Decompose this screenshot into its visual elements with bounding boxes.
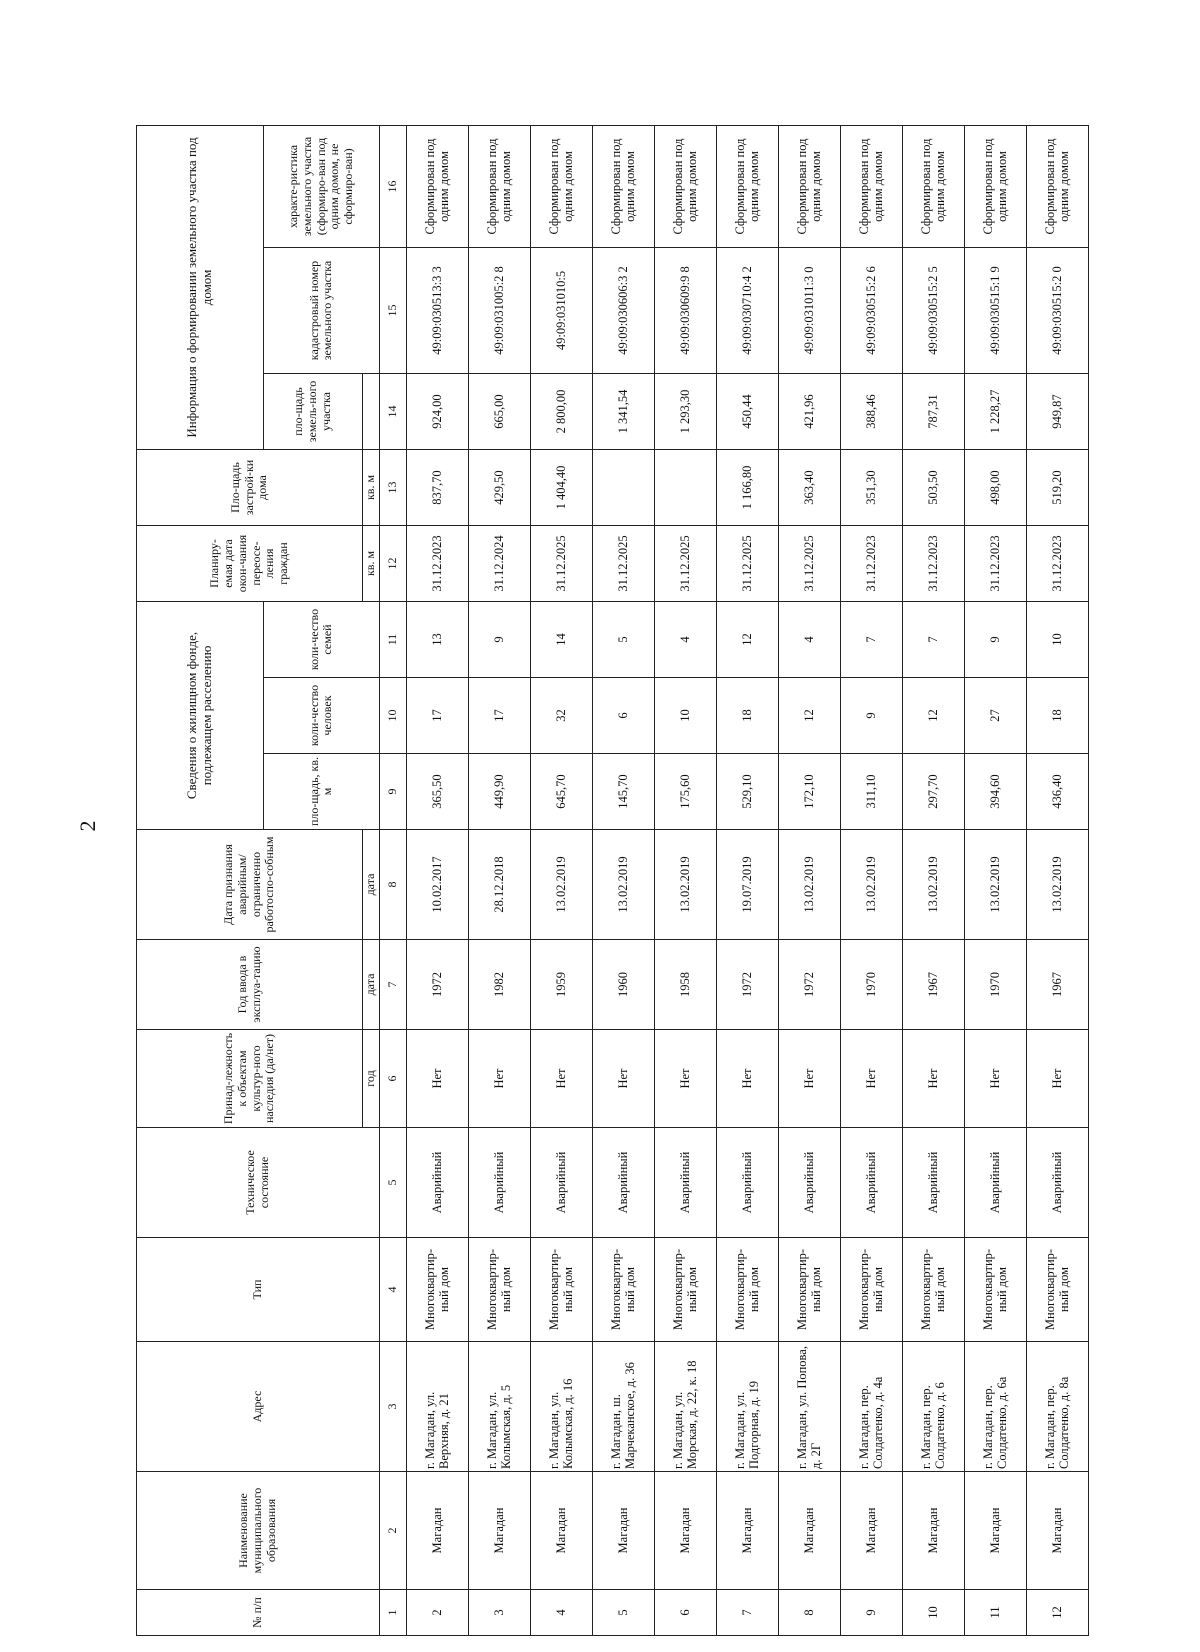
cell-built-area: 351,30 [840, 450, 902, 526]
cell-municipality: Магадан [654, 1472, 716, 1590]
cell-type: Многоквартир-ный дом [592, 1238, 654, 1342]
header-date-plan: Планиру-емая дата окон-чания переосе-ления граждан [137, 526, 363, 602]
cell-land-char: Сформирован под одним домом [778, 125, 840, 247]
cell-families: 13 [406, 602, 468, 678]
cell-address: г. Магадан, ул. Колымская, д. 16 [530, 1342, 592, 1472]
cell-municipality: Магадан [902, 1472, 964, 1590]
cell-year: 1958 [654, 940, 716, 1030]
col-number: 6 [379, 1030, 406, 1128]
cell-land-char: Сформирован под одним домом [964, 125, 1026, 247]
table-row [654, 125, 716, 1635]
cell-date-plan: 31.12.2025 [530, 526, 592, 602]
cell-year: 1982 [468, 940, 530, 1030]
header-land-group: Информация о формировании земельного участка под домом [137, 125, 264, 449]
cell-land-char: Сформирован под одним домом [716, 125, 778, 247]
cell-no: 7 [716, 1590, 778, 1636]
cell-area: 175,60 [654, 754, 716, 830]
col-number: 15 [379, 248, 406, 374]
cell-no: 5 [592, 1590, 654, 1636]
cell-built-area: 363,40 [778, 450, 840, 526]
cell-date-plan: 31.12.2023 [406, 526, 468, 602]
col-number: 12 [379, 526, 406, 602]
cell-land-area: 787,31 [902, 374, 964, 450]
cell-land-area: 1 341,54 [592, 374, 654, 450]
unit-built-area: кв. м [363, 526, 380, 602]
cell-municipality: Магадан [840, 1472, 902, 1590]
cell-year: 1972 [716, 940, 778, 1030]
cell-address: г. Магадан, ул. Колымская, д. 5 [468, 1342, 530, 1472]
header-no: № п/п [137, 1590, 380, 1636]
cell-tech-state: Аварийный [964, 1128, 1026, 1238]
cell-municipality: Магадан [778, 1472, 840, 1590]
cell-address: г. Магадан, пер. Солдатенко, д. 8а [1026, 1342, 1088, 1472]
cell-address: г. Магадан, пер. Солдатенко, д. 6 [902, 1342, 964, 1472]
table-row [592, 125, 654, 1635]
cell-municipality: Магадан [592, 1472, 654, 1590]
cell-cadastral: 49:09:030609:9 8 [654, 248, 716, 374]
cell-people: 10 [654, 678, 716, 754]
cell-cadastral: 49:09:031011:3 0 [778, 248, 840, 374]
cell-no: 2 [406, 1590, 468, 1636]
cell-no: 3 [468, 1590, 530, 1636]
cell-cadastral: 49:09:030515:2 6 [840, 248, 902, 374]
cell-heritage: Нет [778, 1030, 840, 1128]
cell-cadastral: 49:09:030515:2 0 [1026, 248, 1088, 374]
cell-area: 436,40 [1026, 754, 1088, 830]
cell-people: 18 [716, 678, 778, 754]
table-row [468, 125, 530, 1635]
cell-land-char: Сформирован под одним домом [468, 125, 530, 247]
col-number: 14 [379, 374, 406, 450]
cell-heritage: Нет [654, 1030, 716, 1128]
col-number: 8 [379, 830, 406, 940]
cell-date-plan: 31.12.2024 [468, 526, 530, 602]
cell-no: 10 [902, 1590, 964, 1636]
col-number: 2 [379, 1472, 406, 1590]
cell-heritage: Нет [964, 1030, 1026, 1128]
cell-no: 12 [1026, 1590, 1088, 1636]
cell-families: 9 [964, 602, 1026, 678]
cell-date-plan: 31.12.2025 [592, 526, 654, 602]
cell-address: г. Магадан, ул. Морская, д. 22, к. 18 [654, 1342, 716, 1472]
cell-tech-state: Аварийный [778, 1128, 840, 1238]
cell-year: 1967 [902, 940, 964, 1030]
unit-date-plan: дата [363, 830, 380, 940]
cell-address: г. Магадан, ул. Попова, д. 2Г [778, 1342, 840, 1472]
cell-area: 297,70 [902, 754, 964, 830]
header-people: коли-чество человек [264, 678, 380, 754]
cell-type: Многоквартир-ный дом [406, 1238, 468, 1342]
cell-municipality: Магадан [530, 1472, 592, 1590]
cell-cadastral: 49:09:030513:3 3 [406, 248, 468, 374]
table-row [840, 125, 902, 1635]
cell-people: 17 [468, 678, 530, 754]
cell-heritage: Нет [716, 1030, 778, 1128]
table-row [964, 125, 1026, 1635]
cell-heritage: Нет [592, 1030, 654, 1128]
table-body [137, 125, 1089, 1635]
cell-people: 18 [1026, 678, 1088, 754]
cell-date-emergency: 13.02.2019 [840, 830, 902, 940]
cell-tech-state: Аварийный [1026, 1128, 1088, 1238]
cell-type: Многоквартир-ный дом [778, 1238, 840, 1342]
cell-built-area: 503,50 [902, 450, 964, 526]
cell-no: 8 [778, 1590, 840, 1636]
unit-date-emergency: дата [363, 940, 380, 1030]
header-type: Тип [137, 1238, 380, 1342]
cell-type: Многоквартир-ный дом [716, 1238, 778, 1342]
header-families: коли-чество семей [264, 602, 380, 678]
cell-land-area: 949,87 [1026, 374, 1088, 450]
cell-heritage: Нет [406, 1030, 468, 1128]
col-number: 1 [379, 1590, 406, 1636]
cell-heritage: Нет [1026, 1030, 1088, 1128]
cell-date-plan: 31.12.2023 [964, 526, 1026, 602]
cell-built-area: 1 166,80 [716, 450, 778, 526]
col-number: 3 [379, 1342, 406, 1472]
cell-area: 311,10 [840, 754, 902, 830]
header-built-area: Пло-щадь застрой-ки дома [137, 450, 363, 526]
col-number: 11 [379, 602, 406, 678]
cell-date-emergency: 13.02.2019 [530, 830, 592, 940]
cell-date-emergency: 13.02.2019 [902, 830, 964, 940]
column-number-row [379, 125, 406, 1635]
col-number: 5 [379, 1128, 406, 1238]
table-row [530, 125, 592, 1635]
cell-land-char: Сформирован под одним домом [902, 125, 964, 247]
cell-type: Многоквартир-ный дом [1026, 1238, 1088, 1342]
cell-type: Многоквартир-ный дом [902, 1238, 964, 1342]
cell-year: 1960 [592, 940, 654, 1030]
cell-land-area: 421,96 [778, 374, 840, 450]
header-municipality: Наименование муниципального образования [137, 1472, 380, 1590]
header-land-area: пло-щадь земель-ного участка [264, 374, 363, 450]
cell-tech-state: Аварийный [406, 1128, 468, 1238]
col-number: 13 [379, 450, 406, 526]
cell-date-emergency: 13.02.2019 [778, 830, 840, 940]
cell-year: 1967 [1026, 940, 1088, 1030]
cell-area: 645,70 [530, 754, 592, 830]
cell-area: 172,10 [778, 754, 840, 830]
cell-built-area: 429,50 [468, 450, 530, 526]
cell-heritage: Нет [530, 1030, 592, 1128]
cell-date-plan: 31.12.2025 [716, 526, 778, 602]
unit-land-area: кв. м [363, 450, 380, 526]
cell-municipality: Магадан [1026, 1472, 1088, 1590]
table-row [1026, 125, 1088, 1635]
cell-tech-state: Аварийный [902, 1128, 964, 1238]
cell-type: Многоквартир-ный дом [964, 1238, 1026, 1342]
cell-tech-state: Аварийный [468, 1128, 530, 1238]
cell-date-plan: 31.12.2025 [778, 526, 840, 602]
cell-date-emergency: 13.02.2019 [964, 830, 1026, 940]
cell-families: 9 [468, 602, 530, 678]
cell-built-area: 519,20 [1026, 450, 1088, 526]
cell-no: 9 [840, 1590, 902, 1636]
cell-year: 1970 [964, 940, 1026, 1030]
cell-no: 4 [530, 1590, 592, 1636]
cell-area: 145,70 [592, 754, 654, 830]
rotated-page [136, 126, 1178, 1636]
cell-address: г. Магадан, ш. Марчеканское, д. 36 [592, 1342, 654, 1472]
cell-date-emergency: 10.02.2017 [406, 830, 468, 940]
cell-built-area [654, 450, 716, 526]
cell-no: 11 [964, 1590, 1026, 1636]
table-row [902, 125, 964, 1635]
cell-year: 1972 [778, 940, 840, 1030]
cell-address: г. Магадан, пер. Солдатенко, д. 4а [840, 1342, 902, 1472]
cell-land-char: Сформирован под одним домом [592, 125, 654, 247]
cell-land-char: Сформирован под одним домом [654, 125, 716, 247]
table-row [716, 125, 778, 1635]
cell-date-emergency: 28.12.2018 [468, 830, 530, 940]
cell-land-char: Сформирован под одним домом [530, 125, 592, 247]
header-address: Адрес [137, 1342, 380, 1472]
cell-date-emergency: 13.02.2019 [592, 830, 654, 940]
cell-tech-state: Аварийный [840, 1128, 902, 1238]
cell-tech-state: Аварийный [654, 1128, 716, 1238]
cell-land-area: 665,00 [468, 374, 530, 450]
header-row-1 [137, 125, 264, 1635]
cell-municipality: Магадан [406, 1472, 468, 1590]
cell-date-plan: 31.12.2023 [840, 526, 902, 602]
cell-land-area: 924,00 [406, 374, 468, 450]
cell-people: 9 [840, 678, 902, 754]
cell-built-area [592, 450, 654, 526]
cell-heritage: Нет [468, 1030, 530, 1128]
cell-families: 4 [778, 602, 840, 678]
cell-built-area: 837,70 [406, 450, 468, 526]
cell-year: 1959 [530, 940, 592, 1030]
cell-date-plan: 31.12.2023 [1026, 526, 1088, 602]
cell-tech-state: Аварийный [716, 1128, 778, 1238]
cell-address: г. Магадан, пер. Солдатенко, д. 6а [964, 1342, 1026, 1472]
cell-families: 7 [840, 602, 902, 678]
cell-municipality: Магадан [468, 1472, 530, 1590]
cell-families: 10 [1026, 602, 1088, 678]
cell-cadastral: 49:09:031005:2 8 [468, 248, 530, 374]
cell-cadastral: 49:09:030606:3 2 [592, 248, 654, 374]
cell-families: 4 [654, 602, 716, 678]
cell-people: 12 [902, 678, 964, 754]
cell-year: 1972 [406, 940, 468, 1030]
table-row [406, 125, 468, 1635]
col-number: 10 [379, 678, 406, 754]
cell-area: 365,50 [406, 754, 468, 830]
cell-families: 7 [902, 602, 964, 678]
cell-people: 17 [406, 678, 468, 754]
cell-date-emergency: 13.02.2019 [654, 830, 716, 940]
header-year: Год ввода в эксплуа-тацию [137, 940, 363, 1030]
cell-type: Многоквартир-ный дом [530, 1238, 592, 1342]
cell-municipality: Магадан [964, 1472, 1026, 1590]
cell-land-area: 1 228,27 [964, 374, 1026, 450]
col-number: 16 [379, 125, 406, 247]
header-land-char: характе-ристика земельного участка (сформиро-ван под одним домом, не сформиро-ван) [264, 125, 380, 247]
cell-built-area: 498,00 [964, 450, 1026, 526]
cell-land-char: Сформирован под одним домом [1026, 125, 1088, 247]
header-housing-group: Сведения о жилищном фонде, подлежащем расселению [137, 602, 264, 830]
cell-heritage: Нет [902, 1030, 964, 1128]
cell-address: г. Магадан, ул. Верхняя, д. 21 [406, 1342, 468, 1472]
cell-land-char: Сформирован под одним домом [840, 125, 902, 247]
cell-type: Многоквартир-ный дом [840, 1238, 902, 1342]
header-area: пло-щадь, кв. м [264, 754, 380, 830]
cell-families: 5 [592, 602, 654, 678]
cell-land-area: 1 293,30 [654, 374, 716, 450]
cell-cadastral: 49:09:030515:1 9 [964, 248, 1026, 374]
cell-built-area: 1 404,40 [530, 450, 592, 526]
cell-people: 6 [592, 678, 654, 754]
header-cadastral: кадастровый номер земельного участка [264, 248, 380, 374]
cell-date-emergency: 13.02.2019 [1026, 830, 1088, 940]
cell-heritage: Нет [840, 1030, 902, 1128]
cell-municipality: Магадан [716, 1472, 778, 1590]
cell-area: 449,90 [468, 754, 530, 830]
cell-address: г. Магадан, ул. Подгорная, д. 19 [716, 1342, 778, 1472]
col-number: 7 [379, 940, 406, 1030]
cell-year: 1970 [840, 940, 902, 1030]
cell-land-area: 2 800,00 [530, 374, 592, 450]
cell-families: 14 [530, 602, 592, 678]
cell-tech-state: Аварийный [592, 1128, 654, 1238]
cell-area: 394,60 [964, 754, 1026, 830]
cell-cadastral: 49:09:031010:5 [530, 248, 592, 374]
header-tech-state: Техническое состояние [137, 1128, 380, 1238]
unit-year: год [363, 1030, 380, 1128]
cell-cadastral: 49:09:030710:4 2 [716, 248, 778, 374]
cell-cadastral: 49:09:030515:2 5 [902, 248, 964, 374]
cell-land-area: 450,44 [716, 374, 778, 450]
cell-families: 12 [716, 602, 778, 678]
cell-date-plan: 31.12.2023 [902, 526, 964, 602]
col-number: 9 [379, 754, 406, 830]
cell-people: 32 [530, 678, 592, 754]
cell-land-area: 388,46 [840, 374, 902, 450]
header-heritage: Принад-лежность к объектам культур-ного наследия (да/нет) [137, 1030, 363, 1128]
cell-tech-state: Аварийный [530, 1128, 592, 1238]
cell-people: 12 [778, 678, 840, 754]
cell-type: Многоквартир-ный дом [654, 1238, 716, 1342]
col-number: 4 [379, 1238, 406, 1342]
cell-people: 27 [964, 678, 1026, 754]
cell-date-plan: 31.12.2025 [654, 526, 716, 602]
cell-area: 529,10 [716, 754, 778, 830]
housing-table [136, 125, 1089, 1636]
header-date-emergency: Дата признания аварийным/ ограниченно работоспо-собным [137, 830, 363, 940]
cell-no: 6 [654, 1590, 716, 1636]
page-number: 2 [75, 820, 100, 832]
table-row [778, 125, 840, 1635]
cell-type: Многоквартир-ный дом [468, 1238, 530, 1342]
cell-date-emergency: 19.07.2019 [716, 830, 778, 940]
cell-land-char: Сформирован под одним домом [406, 125, 468, 247]
